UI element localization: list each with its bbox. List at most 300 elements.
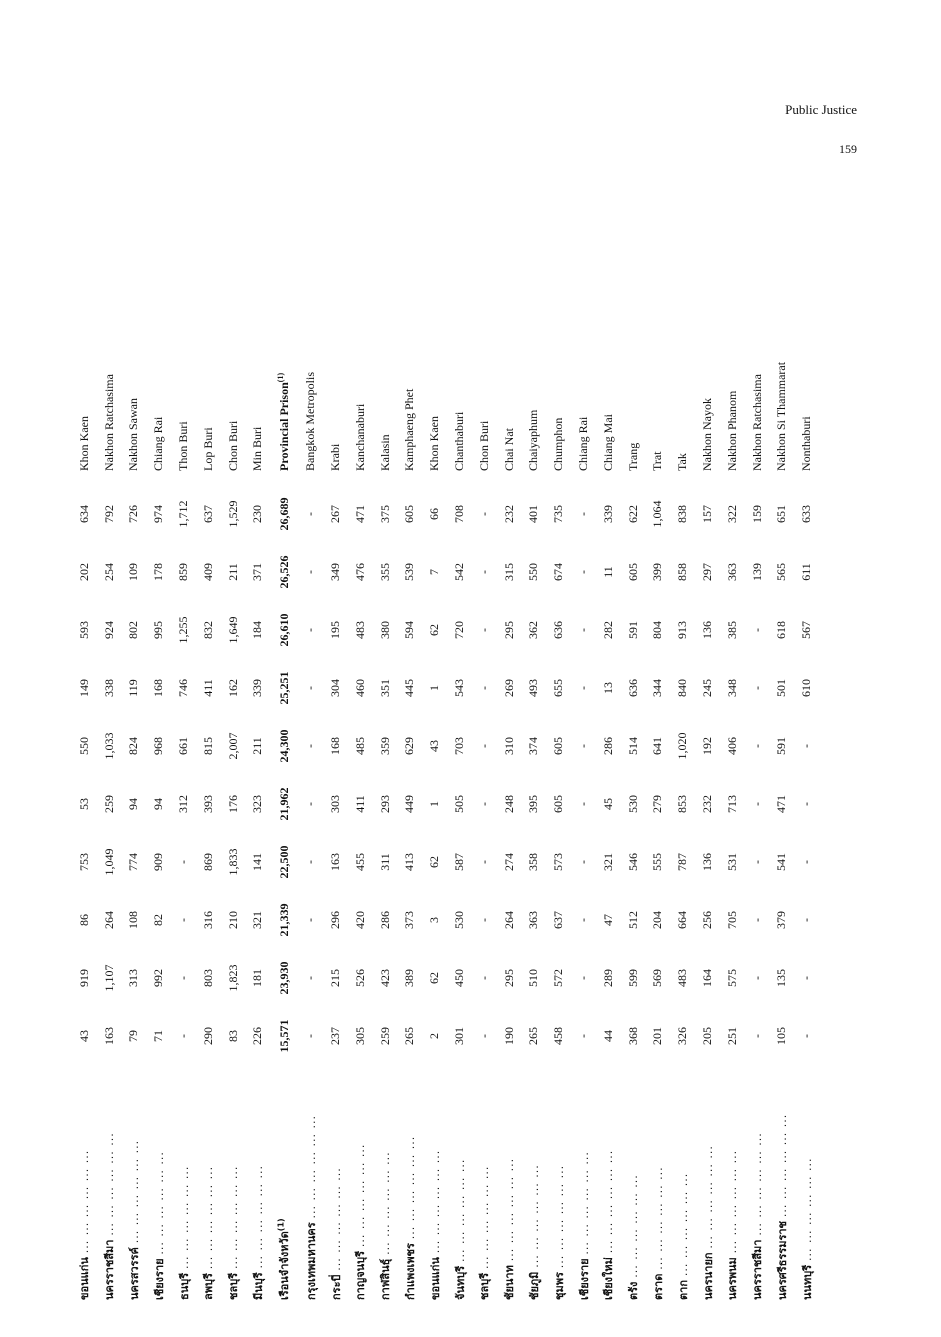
english-province-name: [422, 205, 447, 485]
value-cell: 460: [352, 679, 367, 697]
value-cell: 313: [126, 969, 141, 987]
value-cell: 655: [551, 679, 566, 697]
value-cell: 62: [427, 972, 442, 984]
value-cell: 565: [774, 563, 789, 581]
thai-label: มีนบุรี: [251, 1272, 265, 1300]
value-cell: 393: [200, 795, 215, 813]
value-cell: 184: [250, 621, 265, 639]
value-cell: 82: [151, 914, 166, 926]
value-cell: 753: [76, 853, 91, 871]
value-cell: -: [176, 860, 191, 864]
table-row: [670, 205, 695, 1300]
value-cell: 157: [700, 505, 715, 523]
value-cell: 7: [427, 569, 442, 575]
english-province-name: [621, 205, 646, 485]
value-cell: 726: [126, 505, 141, 523]
value-cell: 735: [551, 505, 566, 523]
value-cell: -: [576, 686, 591, 690]
thai-label: ชลบุรี: [227, 1272, 241, 1300]
thai-label: ลพบุรี: [202, 1273, 216, 1300]
thai-province-name: [270, 1065, 298, 1300]
leader-dots: ... ... ... ... ... ...: [751, 1132, 765, 1236]
table-row: [695, 205, 720, 1300]
value-cell: 869: [200, 853, 215, 871]
value-cell: 471: [774, 795, 789, 813]
value-cell: 572: [551, 969, 566, 987]
value-cell: 385: [724, 621, 739, 639]
value-cell: 349: [328, 563, 343, 581]
english-label: Chiang Mai: [600, 414, 615, 471]
value-cell: 371: [250, 563, 265, 581]
value-cell: 303: [328, 795, 343, 813]
english-label: Chumphon: [551, 417, 566, 471]
value-cell: 245: [700, 679, 715, 697]
value-cell: -: [576, 918, 591, 922]
thai-province-name: [497, 1065, 522, 1300]
value-cell: 215: [328, 969, 343, 987]
value-cell: 163: [328, 853, 343, 871]
value-cell: 321: [250, 911, 265, 929]
value-cell: 136: [700, 621, 715, 639]
value-cell: 311: [377, 853, 392, 871]
value-cell: 591: [625, 621, 640, 639]
value-cell: 359: [377, 737, 392, 755]
value-cell: 641: [650, 737, 665, 755]
english-label: Chanthaburi: [452, 411, 467, 471]
value-cell: 802: [126, 621, 141, 639]
value-cell: 195: [328, 621, 343, 639]
value-cell: -: [476, 628, 491, 632]
value-cell: 413: [402, 853, 417, 871]
english-province-name: [171, 205, 196, 485]
table-row: [794, 205, 819, 1300]
value-cell: 226: [250, 1027, 265, 1045]
value-cell: 703: [452, 737, 467, 755]
value-cell: 267: [328, 505, 343, 523]
leader-dots: ... ... ... ... ... ...: [775, 1113, 789, 1218]
value-cell: 1,033: [101, 732, 116, 760]
value-cell: 1,020: [675, 732, 690, 760]
thai-province-name: [596, 1065, 621, 1300]
thai-label: จันทบุรี: [453, 1265, 467, 1300]
leader-dots: ... ... ... ... ... ...: [577, 1151, 591, 1255]
value-cell: 637: [551, 911, 566, 929]
value-cell: 411: [352, 795, 367, 813]
value-cell: 573: [551, 853, 566, 871]
english-province-name: [270, 205, 298, 485]
value-cell: -: [576, 860, 591, 864]
value-cell: 47: [600, 914, 615, 926]
value-cell: 567: [799, 621, 814, 639]
value-cell: 708: [452, 505, 467, 523]
value-cell: 1,049: [101, 848, 116, 876]
english-label: Nakhon Phanom: [724, 390, 739, 471]
english-label: Min Buri: [250, 426, 265, 471]
value-cell: 618: [774, 621, 789, 639]
value-cell: 379: [774, 911, 789, 929]
value-cell: 264: [101, 911, 116, 929]
thai-province-name: [794, 1065, 819, 1300]
value-cell: 25,251: [276, 671, 291, 705]
value-cell: 512: [625, 911, 640, 929]
thai-label: ขอนแก่น: [428, 1257, 442, 1300]
value-cell: 1: [427, 685, 442, 691]
value-cell: 139: [749, 563, 764, 581]
english-label: Trat: [650, 451, 665, 471]
value-cell: 26,610: [276, 613, 291, 647]
value-cell: 389: [402, 969, 417, 987]
thai-label: นครศรีธรรมราช: [775, 1220, 789, 1300]
thai-province-name: [298, 1065, 323, 1300]
value-cell: -: [576, 628, 591, 632]
value-cell: -: [303, 1034, 318, 1038]
value-cell: 181: [250, 969, 265, 987]
table-row: [546, 205, 571, 1300]
value-cell: 458: [551, 1027, 566, 1045]
value-cell: -: [576, 802, 591, 806]
value-cell: 162: [225, 679, 240, 697]
english-label: Thon Buri: [176, 421, 191, 471]
value-cell: 395: [526, 795, 541, 813]
leader-dots: ... ... ... ... ... ...: [103, 1132, 117, 1236]
thai-province-name: [670, 1065, 695, 1300]
english-label: Nakhon Nayok: [700, 398, 715, 471]
value-cell: -: [176, 976, 191, 980]
value-cell: 23,930: [276, 961, 291, 995]
value-cell: 256: [700, 911, 715, 929]
english-province-name: [196, 205, 221, 485]
thai-label: นครพนม: [726, 1257, 740, 1300]
thai-label: นครราชสีมา: [751, 1239, 765, 1300]
value-cell: 610: [799, 679, 814, 697]
value-cell: 316: [200, 911, 215, 929]
value-cell: -: [303, 802, 318, 806]
english-province-name: [298, 205, 323, 485]
value-cell: 363: [724, 563, 739, 581]
table-row: [72, 205, 97, 1300]
value-cell: 636: [625, 679, 640, 697]
value-cell: -: [176, 1034, 191, 1038]
value-cell: 159: [749, 505, 764, 523]
value-cell: 485: [352, 737, 367, 755]
value-cell: 43: [76, 1030, 91, 1042]
value-cell: 119: [126, 679, 141, 697]
english-label: Bangkok Metropolis: [303, 372, 318, 471]
value-cell: 1,712: [176, 500, 191, 528]
value-cell: 493: [526, 679, 541, 697]
leader-dots: ... ... ... ... ... ...: [676, 1172, 690, 1277]
value-cell: 445: [402, 679, 417, 697]
table-row: [246, 205, 271, 1300]
thai-label: นนทบุรี: [800, 1264, 814, 1300]
value-cell: 321: [600, 853, 615, 871]
value-cell: -: [303, 918, 318, 922]
value-cell: 661: [176, 737, 191, 755]
value-cell: 351: [377, 679, 392, 697]
leader-dots: ... ... ... ... ... ...: [651, 1166, 665, 1270]
value-cell: 71: [151, 1030, 166, 1042]
table-row: [298, 205, 323, 1300]
value-cell: -: [476, 570, 491, 574]
thai-label: ขอนแก่น: [78, 1257, 92, 1300]
value-cell: 2,007: [225, 732, 240, 760]
value-cell: 94: [151, 798, 166, 810]
value-cell: 594: [402, 621, 417, 639]
value-cell: 211: [225, 563, 240, 581]
leader-dots: ... ... ... ... ... ...: [503, 1157, 517, 1262]
value-cell: 859: [176, 563, 191, 581]
thai-province-name: [546, 1065, 571, 1300]
table-row: [497, 205, 522, 1300]
value-cell: 792: [101, 505, 116, 523]
value-cell: -: [303, 744, 318, 748]
leader-dots: ... ... ... ... ... ...: [379, 1151, 393, 1255]
table-row: [571, 205, 596, 1300]
running-head: Public Justice: [785, 102, 857, 117]
value-cell: -: [476, 1034, 491, 1038]
thai-province-name: [122, 1065, 147, 1300]
thai-label: ตรัง: [627, 1281, 641, 1300]
footnote-marker: (1): [276, 1218, 286, 1232]
leader-dots: ... ... ... ... ... ...: [800, 1157, 814, 1261]
value-cell: 295: [501, 969, 516, 987]
thai-province-name: [348, 1065, 373, 1300]
value-cell: 326: [675, 1027, 690, 1045]
thai-label: ชัยนาท: [503, 1265, 517, 1300]
value-cell: 373: [402, 911, 417, 929]
value-cell: 24,300: [276, 729, 291, 763]
value-cell: 176: [225, 795, 240, 813]
value-cell: 109: [126, 563, 141, 581]
value-cell: 26,526: [276, 555, 291, 589]
value-cell: 1,833: [225, 848, 240, 876]
value-cell: 368: [625, 1027, 640, 1045]
table-row: [472, 205, 497, 1300]
leader-dots: ... ... ... ... ... ...: [552, 1164, 566, 1269]
thai-label: เรือนจำจังหวัด: [278, 1231, 292, 1300]
value-cell: 201: [650, 1027, 665, 1045]
thai-province-name: [447, 1065, 472, 1300]
value-cell: 824: [126, 737, 141, 755]
english-province-name: [373, 205, 398, 485]
english-province-name: [97, 205, 122, 485]
value-cell: 202: [76, 563, 91, 581]
value-cell: 634: [76, 505, 91, 523]
value-cell: 204: [650, 911, 665, 929]
page-number: 159: [839, 142, 857, 156]
value-cell: 322: [724, 505, 739, 523]
english-province-name: [72, 205, 97, 485]
english-label: Kalasin: [377, 434, 392, 471]
english-province-name: [323, 205, 348, 485]
table-row: [646, 205, 671, 1300]
value-cell: 168: [151, 679, 166, 697]
thai-label: นครสวรรค์: [127, 1247, 141, 1300]
leader-dots: ... ... ... ... ... ...: [127, 1139, 141, 1244]
value-cell: 135: [774, 969, 789, 987]
value-cell: 705: [724, 911, 739, 929]
value-cell: -: [749, 976, 764, 980]
thai-label: เชียงราย: [152, 1258, 166, 1300]
value-cell: 803: [200, 969, 215, 987]
value-cell: 541: [774, 853, 789, 871]
leader-dots: ... ... ... ... ... ...: [627, 1174, 641, 1278]
value-cell: 449: [402, 795, 417, 813]
value-cell: -: [749, 860, 764, 864]
value-cell: 774: [126, 853, 141, 871]
value-cell: 995: [151, 621, 166, 639]
value-cell: 374: [526, 737, 541, 755]
leader-dots: ... ... ... ... ... ...: [602, 1149, 616, 1254]
value-cell: 232: [700, 795, 715, 813]
value-cell: -: [576, 512, 591, 516]
value-cell: 339: [600, 505, 615, 523]
value-cell: 205: [700, 1027, 715, 1045]
value-cell: -: [576, 1034, 591, 1038]
table-row: [770, 205, 795, 1300]
value-cell: 569: [650, 969, 665, 987]
value-cell: 550: [526, 563, 541, 581]
value-cell: -: [749, 686, 764, 690]
english-province-name: [720, 205, 745, 485]
english-province-name: [497, 205, 522, 485]
value-cell: 587: [452, 853, 467, 871]
footnote-marker: (1): [276, 372, 286, 383]
value-cell: 338: [101, 679, 116, 697]
english-label: Khon Kaen: [76, 416, 91, 471]
table-row: [422, 205, 447, 1300]
value-cell: 312: [176, 795, 191, 813]
value-cell: 295: [501, 621, 516, 639]
value-cell: 264: [501, 911, 516, 929]
thai-province-name: [323, 1065, 348, 1300]
value-cell: 149: [76, 679, 91, 697]
value-cell: 232: [501, 505, 516, 523]
leader-dots: ... ... ... ... ... ...: [478, 1165, 492, 1270]
thai-label: ชลบุรี: [478, 1272, 492, 1300]
leader-dots: ... ... ... ... ... ...: [726, 1149, 740, 1254]
value-cell: 992: [151, 969, 166, 987]
thai-label: กำแพงเพชร: [403, 1243, 417, 1300]
value-cell: 26,689: [276, 497, 291, 531]
value-cell: 546: [625, 853, 640, 871]
page-header: [785, 103, 857, 155]
value-cell: 190: [501, 1027, 516, 1045]
english-label: Chiang Rai: [576, 416, 591, 471]
english-label: Chaiyaphum: [526, 409, 541, 471]
value-cell: 505: [452, 795, 467, 813]
value-cell: 66: [427, 508, 442, 520]
value-cell: 787: [675, 853, 690, 871]
value-cell: 164: [700, 969, 715, 987]
table-row: [146, 205, 171, 1300]
value-cell: 279: [650, 795, 665, 813]
value-cell: -: [799, 1034, 814, 1038]
value-cell: 815: [200, 737, 215, 755]
leader-dots: ... ... ... ... ... ...: [403, 1135, 417, 1240]
value-cell: 674: [551, 563, 566, 581]
value-cell: 286: [377, 911, 392, 929]
value-cell: 550: [76, 737, 91, 755]
value-cell: -: [749, 918, 764, 922]
leader-dots: ... ... ... ... ... ...: [227, 1165, 241, 1270]
thai-province-name: [646, 1065, 671, 1300]
english-label: Khon Kaen: [427, 416, 442, 471]
value-cell: 629: [402, 737, 417, 755]
value-cell: 344: [650, 679, 665, 697]
thai-label: กรุงเทพมหานคร: [304, 1222, 318, 1300]
value-cell: 323: [250, 795, 265, 813]
value-cell: -: [303, 976, 318, 980]
value-cell: 664: [675, 911, 690, 929]
value-cell: 13: [600, 682, 615, 694]
value-cell: -: [799, 802, 814, 806]
value-cell: 483: [352, 621, 367, 639]
value-cell: 450: [452, 969, 467, 987]
value-cell: 636: [551, 621, 566, 639]
value-cell: -: [303, 686, 318, 690]
leader-dots: ... ... ... ... ... ...: [701, 1145, 715, 1249]
english-province-name: [571, 205, 596, 485]
value-cell: 605: [551, 737, 566, 755]
value-cell: -: [476, 744, 491, 748]
leader-dots: ... ... ... ... ... ...: [78, 1149, 92, 1254]
value-cell: 141: [250, 853, 265, 871]
table-row: [171, 205, 196, 1300]
value-cell: 919: [76, 969, 91, 987]
leader-dots: ... ... ... ... ... ...: [152, 1151, 166, 1255]
thai-province-name: [422, 1065, 447, 1300]
thai-label: เชียงราย: [577, 1258, 591, 1300]
value-cell: 539: [402, 563, 417, 581]
table-row: [447, 205, 472, 1300]
value-cell: 289: [600, 969, 615, 987]
value-cell: -: [749, 628, 764, 632]
table-row: [97, 205, 122, 1300]
english-province-name: [348, 205, 373, 485]
value-cell: 542: [452, 563, 467, 581]
english-label: Kamphaeng Phet: [402, 388, 417, 471]
value-cell: -: [476, 976, 491, 980]
thai-province-name: [522, 1065, 547, 1300]
english-province-name: [221, 205, 246, 485]
value-cell: 211: [250, 737, 265, 755]
leader-dots: ... ... ... ... ... ...: [354, 1143, 368, 1248]
english-province-name: [546, 205, 571, 485]
value-cell: 483: [675, 969, 690, 987]
value-cell: 471: [352, 505, 367, 523]
thai-province-name: [171, 1065, 196, 1300]
value-cell: 248: [501, 795, 516, 813]
thai-label: กระบี่: [329, 1274, 343, 1300]
value-cell: 305: [352, 1027, 367, 1045]
value-cell: 259: [377, 1027, 392, 1045]
value-cell: -: [303, 512, 318, 516]
thai-label: ชัยภูมิ: [527, 1271, 541, 1300]
english-label: Nonthaburi: [799, 416, 814, 471]
value-cell: 406: [724, 737, 739, 755]
value-cell: 230: [250, 505, 265, 523]
english-province-name: [646, 205, 671, 485]
value-cell: 269: [501, 679, 516, 697]
english-label: Kanchanaburi: [352, 403, 367, 471]
leader-dots: ... ... ... ... ... ...: [177, 1165, 191, 1270]
value-cell: 409: [200, 563, 215, 581]
english-province-name: [670, 205, 695, 485]
value-cell: 423: [377, 969, 392, 987]
value-cell: 86: [76, 914, 91, 926]
value-cell: 1,823: [225, 964, 240, 992]
